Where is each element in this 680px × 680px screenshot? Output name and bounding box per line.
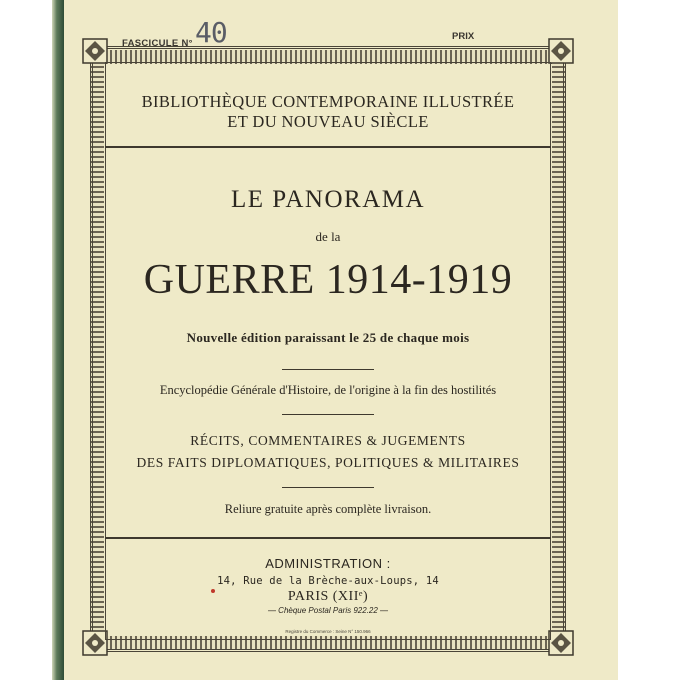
title-line-1: LE PANORAMA — [230, 186, 426, 213]
administration-city: PARIS (XIIᵉ) — [287, 589, 369, 604]
fascicule-number: 40 — [195, 16, 227, 49]
administration-label: ADMINISTRATION : — [265, 556, 391, 571]
fascicule-label: FASCICULE N° — [122, 38, 193, 49]
cheque-postal: — Chèque Postal Paris 922.22 — — [267, 606, 389, 615]
collection-line-2: ET DU NOUVEAU SIÈCLE — [227, 112, 429, 131]
title-connector: de la — [315, 229, 341, 244]
edition-note: Nouvelle édition paraissant le 25 de chaque mois — [186, 330, 470, 345]
contents-line-2: DES FAITS DIPLOMATIQUES, POLITIQUES & MILITAIRES — [136, 455, 520, 470]
short-divider — [282, 414, 374, 415]
divider — [105, 537, 551, 539]
left-background-strip — [0, 0, 62, 680]
corner-ornament-icon — [548, 630, 574, 656]
collection-title — [105, 92, 551, 132]
short-divider — [282, 487, 374, 488]
short-divider — [282, 369, 374, 370]
binding-note: Reliure gratuite après complète livraison. — [224, 502, 432, 516]
main-title: GUERRE 1914-1919 — [143, 257, 513, 303]
corner-ornament-icon — [82, 38, 108, 64]
collection-line-1: BIBLIOTHÈQUE CONTEMPORAINE ILLUSTRÉE — [141, 92, 515, 111]
prix-label: PRIX — [452, 31, 475, 42]
inner-frame — [105, 62, 551, 640]
registre-commerce: Registre du Commerce : Seine N° 150.966 — [285, 629, 371, 634]
contents-line-1: RÉCITS, COMMENTAIRES & JUGEMENTS — [190, 433, 466, 448]
contents-description — [105, 430, 551, 474]
encyclopedia-note: Encyclopédie Générale d'Histoire, de l'origine à la fin des hostilités — [159, 383, 497, 397]
corner-ornament-icon — [548, 38, 574, 64]
green-edge — [52, 0, 64, 680]
administration-address: 14, Rue de la Brèche-aux-Loups, 14 — [217, 575, 439, 587]
divider — [105, 146, 551, 148]
